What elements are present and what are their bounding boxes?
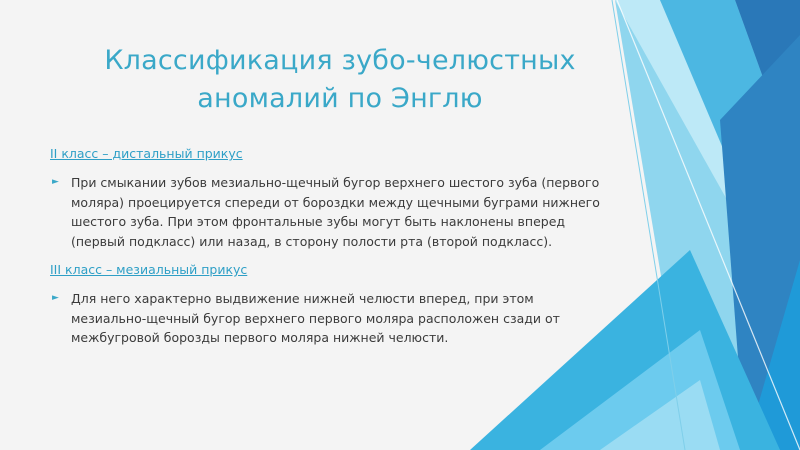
- bullet-item-class-2: [50, 173, 605, 251]
- bullet-text-class-2: При смыкании зубов мезиально-щечный бугор верхнего шестого зуба (первого моляра) проецируется спереди от бороздки между щечными буграми нижнего шестого зуба. При этом фронтальные зубы могут быть наклонены вперед (первый подкласс) или назад, в сторону полости рта (второй подкласс).: [71, 175, 600, 249]
- slide-title-line-1: Классификация зубо-челюстных: [104, 45, 576, 76]
- bullet-text-class-3: Для него характерно выдвижение нижней челюсти вперед, при этом мезиально-щечный бугор верхнего первого моляра расположен сзади от межбугровой борозды первого моляра нижней челюсти.: [71, 291, 560, 345]
- section-heading-class-2: II класс – дистальный прикус: [50, 146, 243, 161]
- bullet-item-class-3: [50, 289, 605, 348]
- slide-title: [60, 42, 620, 118]
- triangle-bullet-icon: ►: [52, 293, 59, 303]
- slide-content: [50, 145, 605, 348]
- triangle-bullet-icon: ►: [52, 177, 59, 187]
- slide-title-line-2: аномалий по Энглю: [197, 83, 483, 114]
- section-heading-class-3: III класс – мезиальный прикус: [50, 262, 248, 277]
